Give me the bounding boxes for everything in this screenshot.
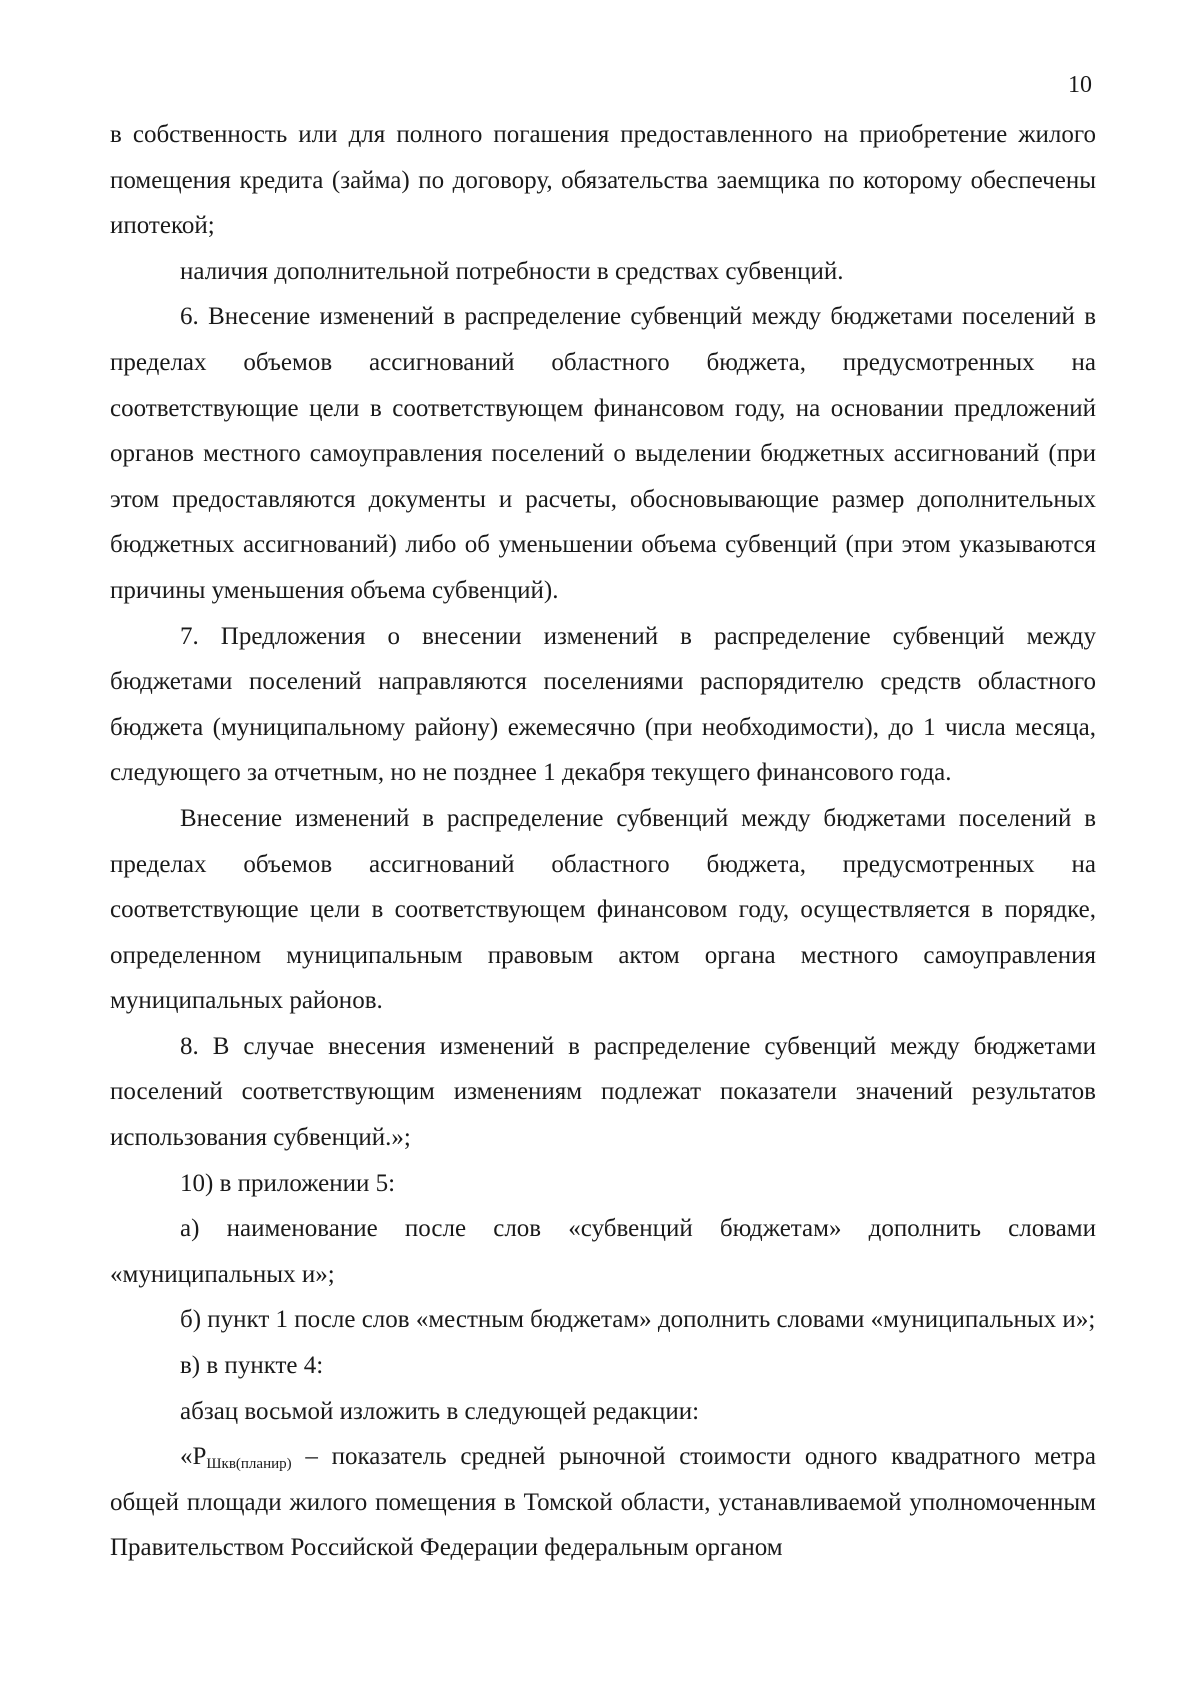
paragraph: Внесение изменений в распределение субвенций между бюджетами поселений в пределах объемов ассигнований областного бюджета, предусмотренных на соответствующие цели в соответствующем финансовом году, осуществляется в порядке, определенном муниципальным правовым актом органа местного самоуправления муниципальных районов. [110, 804, 1096, 1015]
paragraph: в) в пункте 4: [180, 1352, 324, 1380]
paragraph: а) наименование после слов «субвенций бюджетам» дополнить словами «муниципальных и»; [110, 1215, 1096, 1288]
paragraph: 7. Предложения о внесении изменений в распределение субвенций между бюджетами поселений направляются поселениями распорядителю средств областного бюджета (муниципальному району) ежемесячно (при необходимости), до 1 числа месяца, следующего за отчетным, но не позднее 1 декабря текущего финансового года. [110, 622, 1096, 787]
paragraph: наличия дополнительной потребности в средствах субвенций. [180, 257, 844, 285]
formula-definition: – показатель средней рыночной стоимости одного квадратного метра общей площади жилого помещения в Томской области, устанавливаемой уполномоченным Правительством Российской Федерации федеральным органом [110, 1443, 1096, 1562]
paragraph: абзац восьмой изложить в следующей редакции: [180, 1397, 700, 1425]
paragraph: 6. Внесение изменений в распределение субвенций между бюджетами поселений в пределах объемов ассигнований областного бюджета, предусмотренных на соответствующие цели в соответствующем финансовом году, на основании предложений органов местного самоуправления поселений о выделении бюджетных ассигнований (при этом предоставляются документы и расчеты, обосновывающие размер дополнительных бюджетных ассигнований) либо об уменьшении объема субвенций (при этом указываются причины уменьшения объема субвенций). [110, 303, 1096, 604]
formula-subscript: Шкв(планир) [206, 1456, 292, 1473]
formula-paragraph [110, 1434, 1096, 1571]
paragraph: 10) в приложении 5: [180, 1169, 396, 1197]
paragraph: б) пункт 1 после слов «местным бюджетам» дополнить словами «муниципальных и»; [180, 1306, 1096, 1334]
formula-symbol: «Р [180, 1443, 207, 1471]
page-number: 10 [1068, 72, 1092, 98]
document-body [110, 112, 1096, 1571]
paragraph: 8. В случае внесения изменений в распределение субвенций между бюджетами поселений соответствующим изменениям подлежат показатели значений результатов использования субвенций.»; [110, 1032, 1096, 1152]
paragraph: в собственность или для полного погашения предоставленного на приобретение жилого помещения кредита (займа) по договору, обязательства заемщика по которому обеспечены ипотекой; [110, 121, 1096, 240]
